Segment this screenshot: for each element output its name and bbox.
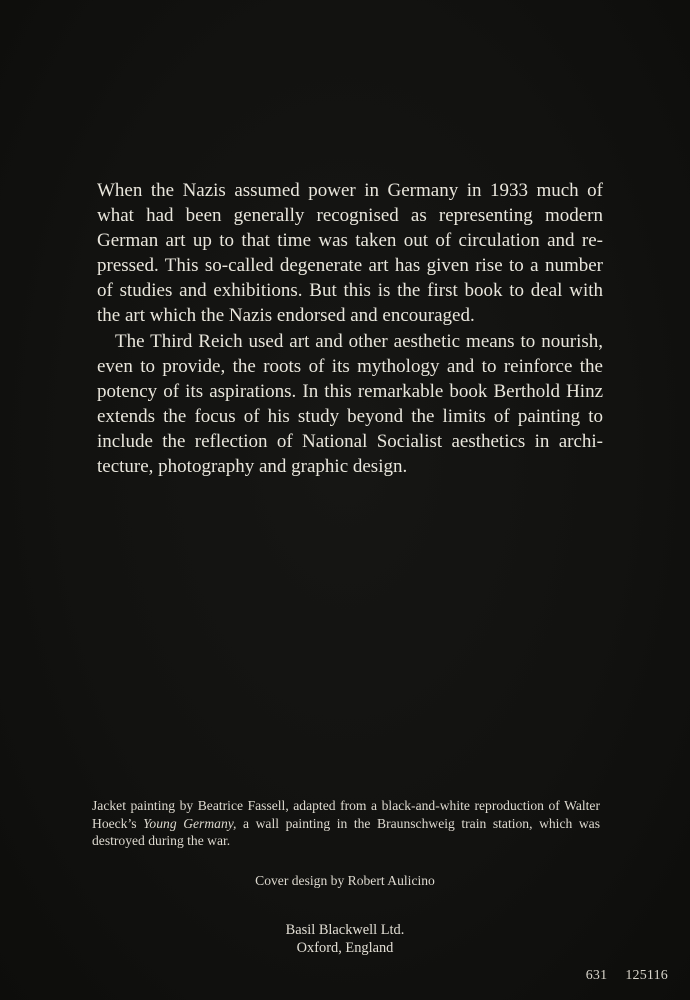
painting-title: Young Germany,	[143, 815, 237, 831]
isbn-prefix: 631	[585, 968, 608, 983]
isbn-suffix: 125116	[625, 968, 668, 983]
blurb-paragraph-2: The Third Reich used art and other aesthetic means to nourish, even to provide, the roots of its mythology and to reinforce the potency of its aspirations. In this remarkable book Berthold Hinz extends the focus of his study beyond the limits of painting to include the reflection of National Socialist aesthetics in architecture, photography and graphic design.	[97, 330, 603, 478]
cover-design-credit: Cover design by Robert Aulicino	[255, 873, 435, 888]
isbn-number	[586, 968, 668, 984]
blurb-paragraph-1: When the Nazis assumed power in Germany in 1933 much of what had been generally recognised as representing modern German art up to that time was taken out of circulation and repressed. This so-called degenerate art has given rise to a number of studies and exhibitions. But this is the first book to deal with the art which the Nazis endorsed and encouraged.	[97, 180, 603, 327]
jacket-credit-intro: Jacket painting by Beatrice Fassell, adapted from a black-and-white reproduction of Walter Hoeck’s	[92, 798, 600, 831]
blurb-text	[97, 178, 603, 479]
publisher-location: Oxford, England	[296, 940, 394, 956]
jacket-credit	[92, 797, 600, 850]
jacket-credit-description: a wall painting in the Braunschweig train station, which was destroyed during the war.	[92, 815, 600, 848]
publisher-name: Basil Blackwell Ltd.	[285, 922, 405, 938]
jacket-credit-paragraph	[92, 797, 600, 850]
publisher-block	[0, 921, 690, 957]
